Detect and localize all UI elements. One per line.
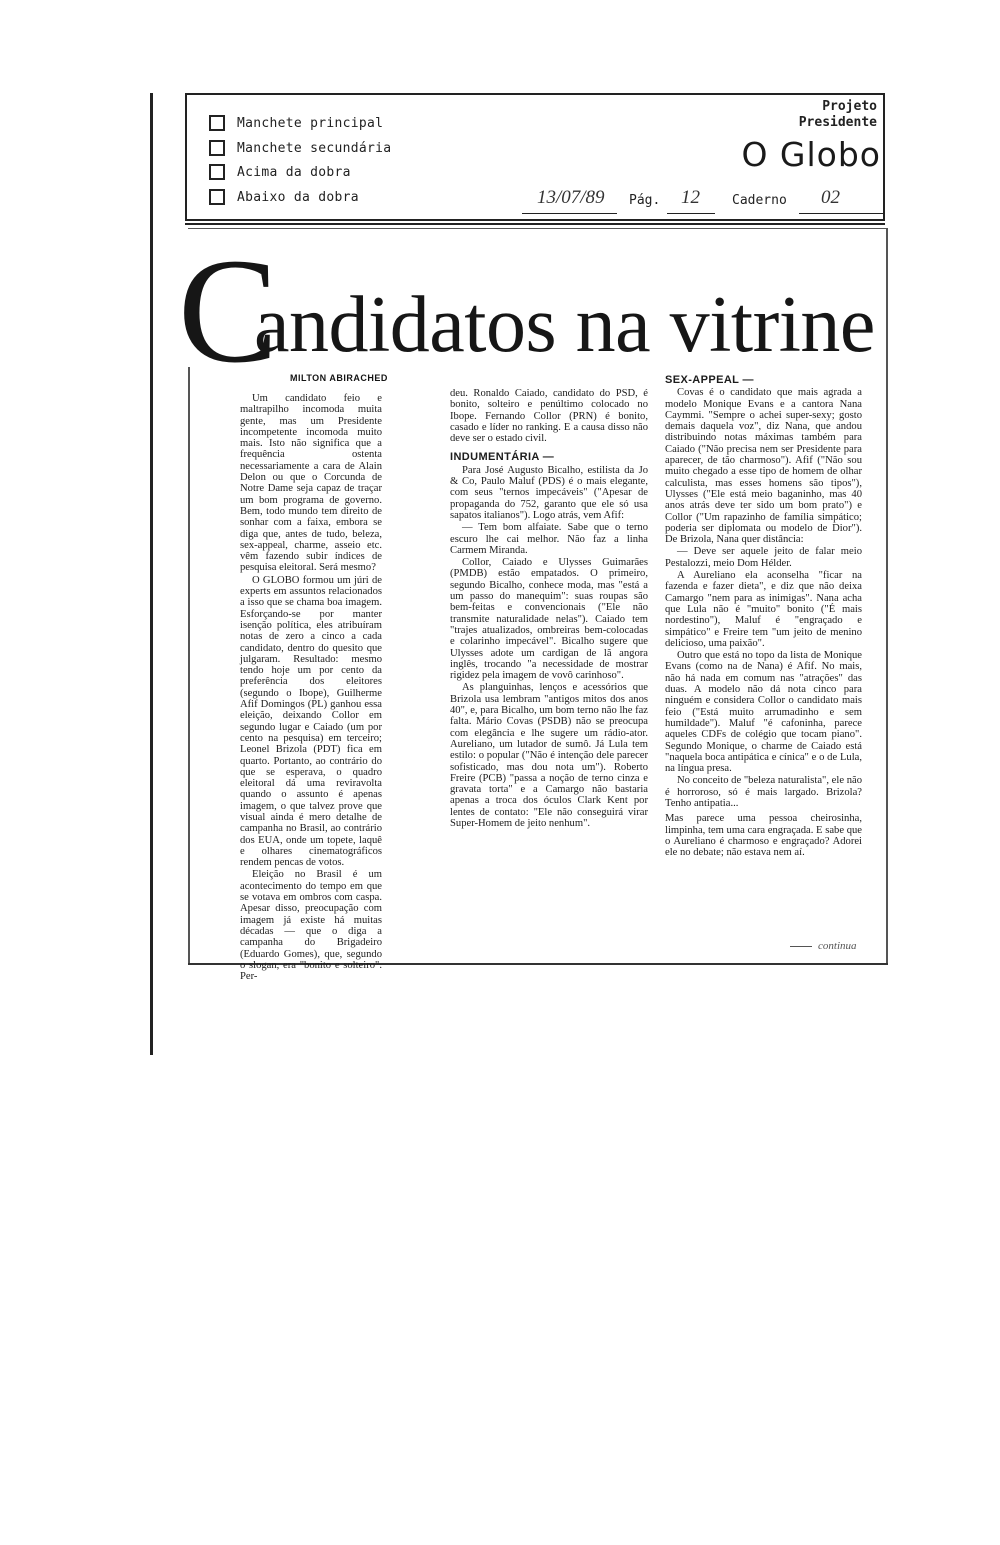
checklist-item-abaixo-da-dobra[interactable] — [209, 189, 359, 205]
paragraph: — Tem bom alfaiate. Sabe que o terno escuro lhe cai melhor. Não faz a linha Carmem Miranda. — [450, 522, 648, 556]
clipping-frame-top — [188, 228, 888, 229]
project-label — [799, 99, 877, 131]
checklist-item-manchete-secundaria[interactable] — [209, 140, 391, 156]
paragraph: Para José Augusto Bicalho, estilista da Jo & Co, Paulo Maluf (PDS) é o mais elegante, com seus "ternos impecáveis" ("Apesar de propaganda do 752, garanto que ele só usa sapatos italianos"). Logo atrás, vem Afif: — [450, 464, 648, 521]
paragraph: Um candidato feio e maltrapilho incomoda muita gente, mas um Presidente incompetente incomoda muito mais. Isto não significa que a frequência ostenta necessariamente a cara de Alain Delon ou que o Corcunda de Notre Dame seja capaz de traçar um bom programa de governo. Bem, todo mundo tem direito de sonhar com a faixa, embora se diga que, antes de tudo, beleza, sex-appeal, charme, asseio etc. vêm fazendo subir índices de pesquisa eleitoral. Será mesmo? — [240, 393, 382, 574]
paragraph: Mas parece uma pessoa cheirosinha, limpinha, tem uma cara engraçada. E sabe que o Aureliano é charmoso e engraçado? Adorei ele no debate; não estava nem aí. — [665, 813, 862, 859]
section-underline — [799, 213, 883, 214]
checkbox[interactable] — [209, 115, 225, 131]
section-heading-paragraph — [450, 452, 648, 463]
left-margin-rule — [150, 93, 153, 1055]
page-underline — [667, 213, 715, 214]
checklist-item-manchete-principal[interactable] — [209, 115, 383, 131]
paragraph: — Deve ser aquele jeito de falar meio Pestalozzi, meio Dom Hélder. — [665, 546, 862, 569]
checklist-label: Manchete principal — [237, 115, 384, 131]
continued-mark — [790, 940, 857, 952]
project-line-2: Presidente — [798, 115, 877, 130]
page-value: 12 — [681, 187, 700, 208]
headline-text: andidatos na vitrine — [254, 281, 875, 369]
checklist-label: Abaixo da dobra — [237, 189, 359, 205]
section-label: Caderno — [732, 193, 787, 208]
paragraph: Collor, Caiado e Ulysses Guimarães (PMDB) estão empatados. O primeiro, segundo Bicalho, conhece moda, mas "está a um passo do manequim": suas roupas são bem-feitas e convencionais ("Ele não transmite naturalidade nelas"). Caiado tem "trajes atualizados, ombreiras bem-colocadas e colarinho impecável". Bicalho sugere que Ulysses adote um cardigan de lã angora inglês, trocando "a necessidade de mostrar rigidez pela imagem de vovô carinhoso". — [450, 557, 648, 682]
paragraph: Outro que está no topo da lista de Monique Evans (como na de Nana) é Afif. No mais, não há nada em comum nas "atrações" das duas. A modelo não dá nota cinco para ninguém e considera Collor o candidato mais feio ("Está muito arrumadinho e sem humildade"). Maluf "é cafoninha, parece aqueles CDFs de colégio que tocam piano". Segundo Monique, o charme de Caiado está "naquela boca antipática e cínica" e o de Lula, na língua presa. — [665, 650, 862, 775]
checkbox[interactable] — [209, 189, 225, 205]
subheading-indumentaria: INDUMENTÁRIA — — [450, 451, 555, 464]
newspaper-name: O Globo — [741, 135, 881, 174]
paragraph: A Aureliano ela aconselha "ficar na fazenda e fazer dieta", e diz que não deixa Camargo "nem para as inimigas". Nana acha que Lula não é "muito" bonito ("É mais nordestino"), Maluf é "engraçado e simpático" e Freire tem "um jeito de menino delicioso, uma paixão". — [665, 570, 862, 649]
article-column-1 — [240, 393, 382, 983]
clipping-header-box — [185, 93, 885, 221]
section-heading-paragraph — [665, 375, 862, 386]
article-column-2 — [450, 388, 648, 830]
continued-label: continua — [818, 940, 857, 952]
byline: MILTON ABIRACHED — [290, 373, 388, 383]
clipping-frame-left — [188, 367, 190, 964]
project-line-1: Projeto — [822, 99, 877, 114]
paragraph: Eleição no Brasil é um acontecimento do tempo em que se votava em ombros com caspa. Apesar disso, preocupação com imagem já existe há muitas décadas — que o diga a campanha do Brigadeiro (Eduardo Gomes), que, segundo o slogan, era "bonito e solteiro". Per- — [240, 869, 382, 983]
clipping-frame-right — [886, 228, 888, 964]
paragraph: As planguinhas, lenços e acessórios que Brizola usa lembram "antigos mitos dos anos 40", e, para Bicalho, um bom terno não lhe faz falta. Mário Covas (PSDB) não se preocupa com elegância e lhe sugere um rádio-ator. Aureliano, um lutador de sumô. Já Lula tem estilo: o popular ("Não é intenção dele parecer sofisticado, mas dou nota um"). Roberto Freire (PCB) "passa a noção de terno cinza e gravata torta" e a Camargo não bastaria apenas a troca dos óculos Clark Kent por lentes de contato: "Ele não conseguirá virar Super-Homem de jeito nenhum". — [450, 682, 648, 829]
checklist-item-acima-da-dobra[interactable] — [209, 164, 351, 180]
paragraph: No conceito de "beleza naturalista", ele não é horroroso, só é mais largado. Brizola? Tenho antipatia... — [665, 775, 862, 809]
paragraph: Covas é o candidato que mais agrada a modelo Monique Evans e a cantora Nana Caymmi. "Sempre o achei super-sexy; gosto demais daquela voz", diz Nana, que andou distribuindo notas máximas também para Caiado ("Não precisa nem ser Presidente para aparecer, de tão charmoso"). Afif ("Não sou muito chegado a esse tipo de homem de olhar calculista, mas esses homens são tipos"), Ulysses ("Ele está meio baganinho, mas 40 anos atrás deve ter sido um bom prato") e Collor ("Um rapazinho de família simpático; poderia ser diplomata ou modelo de Dior"). De Brizola, Nana quer distância: — [665, 387, 862, 546]
paragraph: deu. Ronaldo Caiado, candidato do PSD, é bonito, solteiro e penúltimo colocado no Ibope. Fernando Collor (PRN) é bonito, casado e líder no ranking. E a causa disso não deve ser o estado civil. — [450, 388, 648, 445]
paragraph: O GLOBO formou um júri de experts em assuntos relacionados a isso que se chama boa imagem. Esforçando-se por manter isenção política, eles atribuíram notas de zero a cinco a cada candidato, dentro do quesito que julgaram. Resultado: mesmo tendo hoje um por cento da preferência dos eleitores (segundo o Ibope), Guilherme Afif Domingos (PL) ganhou essa eleição, deixando Collor em segundo lugar e Caiado (um por cento na pesquisa) em terceiro; Leonel Brizola (PDT) fica em quarto. Portanto, ao contrário do que se esperava, o quadro eleitoral dá uma reviravolta quando o assunto é apenas imagem, o que talvez prove que visual ainda é mero detalhe de campanha no Brasil, ao contrário dos EUA, onde um topete, laquê e olhares cinematográficos rendem pencas de votos. — [240, 574, 382, 869]
date-value: 13/07/89 — [537, 187, 605, 208]
page-label: Pág. — [629, 193, 661, 208]
checkbox[interactable] — [209, 164, 225, 180]
section-value: 02 — [821, 187, 840, 208]
checklist-label: Acima da dobra — [237, 164, 351, 180]
date-underline — [522, 213, 617, 214]
continued-arrow-icon — [790, 946, 812, 947]
subheading-sex-appeal: SEX-APPEAL — — [665, 374, 754, 386]
checklist-label: Manchete secundária — [237, 140, 392, 156]
article-column-3 — [665, 375, 862, 859]
checkbox[interactable] — [209, 140, 225, 156]
headline-initial: C — [178, 228, 279, 394]
